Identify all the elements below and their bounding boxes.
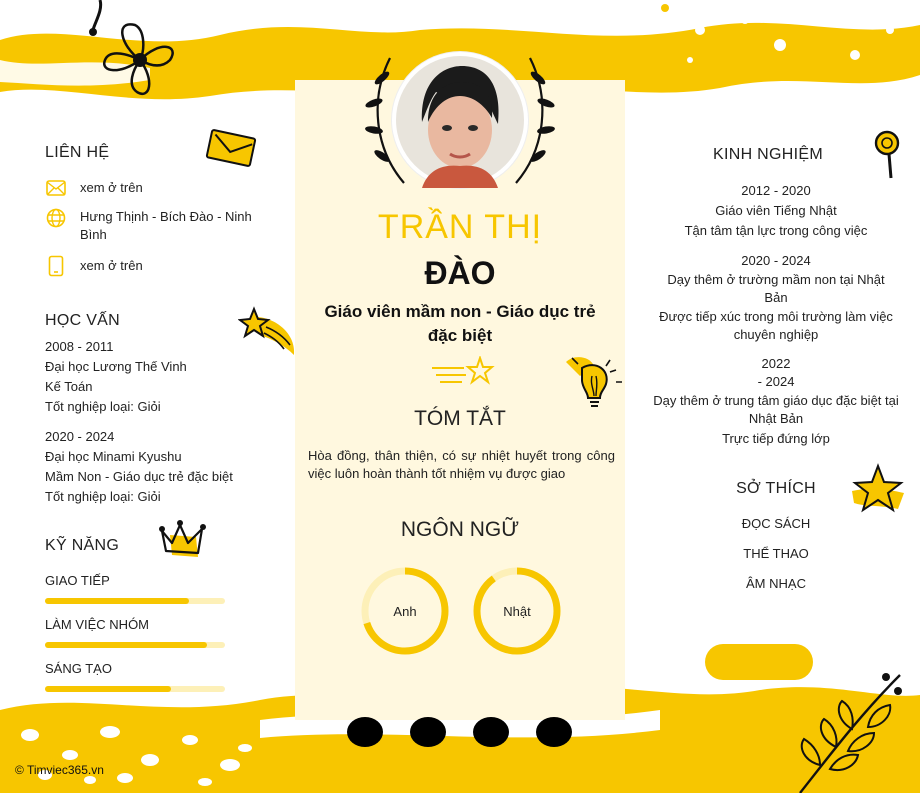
star-lines-doodle (430, 356, 496, 388)
copyright-text: © Timviec365.vn (15, 763, 104, 777)
avatar-portrait (392, 52, 528, 188)
envelope-doodle (205, 128, 257, 168)
edu2-period: 2020 - 2024 (45, 429, 115, 444)
edu1-period: 2008 - 2011 (45, 339, 114, 354)
mail-icon (46, 180, 66, 196)
exp2-desc: Được tiếp xúc trong môi trường làm việc chuyên nghiệp (659, 309, 893, 342)
language-label: Nhật (503, 604, 531, 619)
skill-bar-fill (45, 642, 207, 648)
exp1-period: 2012 - 2020 (741, 183, 811, 198)
magnifier-doodle (873, 130, 903, 182)
exp3-period-end: - 2024 (757, 374, 795, 389)
profile-title (295, 300, 625, 348)
skill-bar-fill (45, 598, 189, 604)
exp2-period: 2020 - 2024 (741, 253, 811, 268)
hobby-item: ĐỌC SÁCH (741, 516, 811, 531)
flower-doodle (75, 0, 185, 110)
summary-heading: TÓM TẮT (414, 407, 506, 430)
exp3-period-start: 2022 (761, 356, 791, 371)
profile-title-line2: đặc biệt (427, 326, 493, 345)
shooting-star-doodle (238, 305, 300, 363)
exp3-role: Dạy thêm ở trung tâm giáo dục đặc biệt tại Nhật Bản (653, 393, 899, 426)
contact-address: Hưng Thịnh - Bích Đào - Ninh Bình (80, 209, 252, 242)
skill-label: LÀM VIỆC NHÓM (45, 617, 150, 632)
decorative-dot (473, 717, 509, 747)
edu2-major: Mầm Non - Giáo dục trẻ đặc biệt (45, 469, 233, 484)
skill-bar (45, 642, 225, 648)
skill-label: SÁNG TẠO (45, 661, 112, 676)
decorative-dot (536, 717, 572, 747)
edu2-grade: Tốt nghiệp loại: Giỏi (45, 489, 161, 504)
contact-phone: xem ở trên (80, 258, 143, 273)
experience-heading: KINH NGHIỆM (713, 146, 823, 163)
hobbies-heading: SỞ THÍCH (736, 480, 816, 497)
language-ring-en (360, 566, 450, 656)
exp3-desc: Trực tiếp đứng lớp (722, 431, 830, 446)
phone-icon (48, 255, 64, 277)
profile-name-last: ĐÀO (424, 255, 496, 291)
exp1-role: Giáo viên Tiếng Nhật (715, 203, 837, 218)
exp2-role: Dạy thêm ở trường mầm non tại Nhật Bản (667, 272, 885, 305)
language-label: Anh (393, 604, 417, 619)
profile-title-line1: Giáo viên mầm non - Giáo dục trẻ (324, 302, 596, 321)
exp1-desc: Tận tâm tận lực trong công việc (684, 223, 868, 238)
globe-icon (46, 208, 66, 228)
education-heading: HỌC VẤN (45, 312, 120, 329)
languages-heading: NGÔN NGỮ (400, 518, 520, 541)
contact-email: xem ở trên (80, 180, 143, 195)
contact-heading: LIÊN HỆ (45, 144, 110, 161)
edu1-major: Kế Toán (45, 379, 93, 394)
skill-bar (45, 686, 225, 692)
skill-bar-fill (45, 686, 171, 692)
skill-bar (45, 598, 225, 604)
hobby-item: ÂM NHẠC (746, 576, 806, 591)
lightbulb-doodle (560, 352, 624, 414)
summary-text: Hòa đồng, thân thiện, có sự nhiệt huyết trong công việc luôn hoàn thành tốt nhiệm vụ được giao (308, 448, 615, 481)
star-doodle (848, 463, 908, 515)
skills-heading: KỸ NĂNG (45, 537, 120, 554)
crown-doodle (158, 517, 208, 559)
edu2-school: Đại học Minami Kyushu (45, 449, 182, 464)
avatar (392, 52, 528, 188)
skill-label: GIAO TIẾP (45, 573, 110, 588)
profile-name-first: TRẦN THỊ (377, 208, 543, 246)
language-ring-jp (472, 566, 562, 656)
edu1-grade: Tốt nghiệp loại: Giỏi (45, 399, 161, 414)
leaf-branch-doodle (790, 665, 910, 793)
decorative-dot (410, 717, 446, 747)
hobby-item: THỂ THAO (743, 546, 809, 561)
decorative-dot (347, 717, 383, 747)
edu1-school: Đại học Lương Thế Vinh (45, 359, 187, 374)
